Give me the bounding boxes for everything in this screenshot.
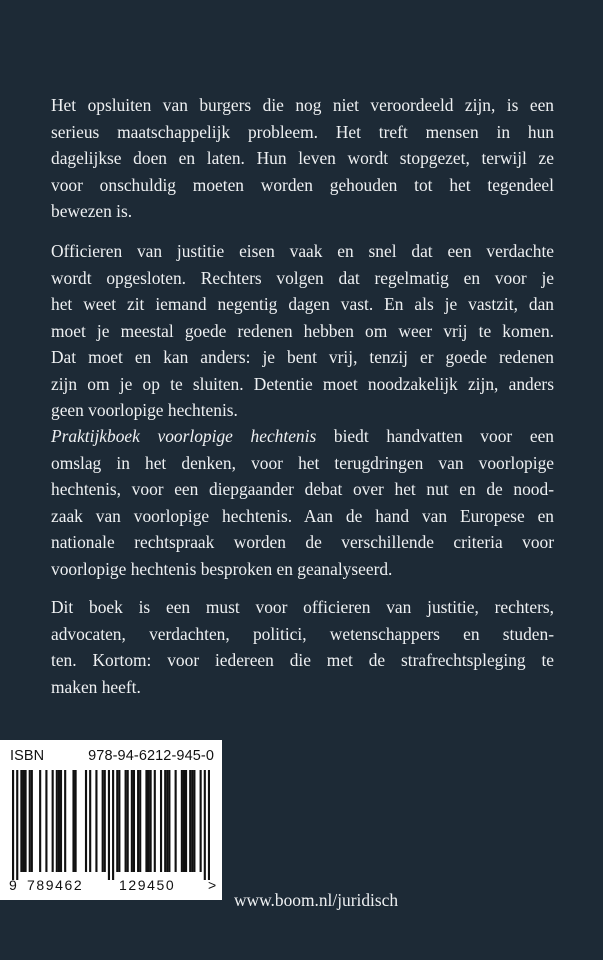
barcode-bar	[56, 770, 58, 872]
barcode-bar	[168, 770, 170, 872]
isbn-label: ISBN 978-94-6212-945-0	[10, 748, 214, 764]
barcode-bar	[154, 770, 156, 872]
barcode-bar	[147, 770, 149, 872]
barcode-bar	[85, 770, 87, 872]
barcode-bar	[108, 770, 110, 880]
ean-first-digit: 9	[9, 877, 17, 893]
text-line: hechtenis, voor een diepgaander debat over het nut en de nood-	[51, 479, 554, 499]
barcode-bar	[166, 770, 168, 872]
blurb-paragraph-1	[51, 92, 554, 225]
barcode-bar	[118, 770, 120, 872]
text-line: het weet zit iemand negentig dagen vast. En als je vastzit, dan	[51, 294, 554, 314]
barcode-bar	[204, 770, 206, 880]
barcode-bar	[175, 770, 177, 872]
text-line: Officieren van justitie eisen vaak en snel dat een verdachte	[51, 241, 554, 261]
text-line: omslag in het denken, voor het terugdringen van voorlopige	[51, 452, 554, 473]
barcode-bar	[133, 770, 135, 872]
blurb-paragraph-4	[51, 594, 554, 700]
text-line: wordt opgesloten. Rechters volgen dat regelmatig en voor je	[51, 267, 554, 288]
barcode-bar	[208, 770, 210, 880]
text-line: Dit boek is een must voor officieren van justitie, rechters,	[51, 597, 554, 617]
text-line: voor onschuldig moeten worden gehouden tot het tegendeel	[51, 174, 554, 195]
text-line: Dat moet en kan anders: je bent vrij, tenzij er goede redenen	[51, 347, 554, 367]
barcode-bar	[75, 770, 77, 872]
barcode-bar	[145, 770, 147, 872]
barcode-bar	[89, 770, 91, 872]
barcode-icon	[12, 770, 210, 880]
barcode-bar	[150, 770, 152, 872]
barcode-bar	[31, 770, 33, 872]
barcode-bar	[64, 770, 66, 872]
barcode-bar	[60, 770, 62, 872]
text-line: ten. Kortom: voor iedereen die met de strafrechtspleging te	[51, 650, 554, 670]
barcode-bar	[183, 770, 185, 872]
barcode-bar	[160, 770, 162, 872]
barcode-bar	[112, 770, 114, 880]
barcode-bar	[39, 770, 41, 872]
text-line: serieus maatschappelijk probleem. Het treft mensen in hun	[51, 121, 554, 142]
ean-left-digits: 789462	[27, 877, 84, 893]
barcode-bar	[164, 770, 166, 872]
barcode-bar	[131, 770, 133, 872]
barcode-bar	[52, 770, 54, 872]
barcode-bar	[95, 770, 97, 872]
barcode-bar	[200, 770, 202, 872]
book-title-italic: Praktijkboek voorlopige hechtenis	[51, 426, 317, 446]
barcode-bar	[137, 770, 139, 872]
barcode-bar	[104, 770, 106, 872]
barcode-bar	[72, 770, 74, 872]
barcode-bar	[181, 770, 183, 872]
text-line: nationale rechtspraak worden de verschillende criteria voor	[51, 532, 554, 552]
text-line	[51, 423, 554, 450]
text-line: voorlopige hechtenis besproken en geanalyseerd.	[51, 558, 393, 579]
text-line: Het opsluiten van burgers die nog niet veroordeeld zijn, is een	[51, 95, 554, 115]
text-line: moet je meestal goede redenen hebben om weer vrij te komen.	[51, 320, 554, 341]
barcode-bar	[16, 770, 18, 880]
barcode-bar	[20, 770, 22, 872]
text-line: zijn om je op te sluiten. Detentie moet noodzakelijk zijn, anders	[51, 373, 554, 394]
barcode-bar	[185, 770, 187, 872]
barcode-bar	[29, 770, 31, 872]
barcode-bar	[193, 770, 195, 872]
text-fragment: biedt handvatten voor een	[316, 426, 554, 446]
blurb-paragraph-3	[51, 423, 554, 582]
barcode-bar	[58, 770, 60, 872]
blurb-paragraph-2	[51, 238, 554, 424]
barcode-bar	[25, 770, 27, 872]
barcode-bar	[116, 770, 118, 872]
text-line: maken heeft.	[51, 676, 141, 697]
barcode-bar	[189, 770, 191, 872]
text-line: bewezen is.	[51, 201, 133, 221]
barcode-bar	[127, 770, 129, 872]
quiet-zone-marker: >	[208, 877, 217, 893]
barcode-bar	[45, 770, 47, 872]
barcode-bar	[191, 770, 193, 872]
text-line: geen voorlopige hechtenis.	[51, 400, 238, 420]
publisher-website: www.boom.nl/juridisch	[234, 890, 399, 910]
barcode-bar	[139, 770, 141, 872]
text-line: dagelijkse doen en laten. Hun leven wordt stopgezet, terwijl ze	[51, 148, 554, 168]
ean-right-digits: 129450	[119, 877, 176, 893]
barcode-panel	[0, 740, 222, 900]
text-line: advocaten, verdachten, politici, wetenschappers en studen-	[51, 623, 554, 644]
barcode-bar	[102, 770, 104, 872]
text-line: zaak van voorlopige hechtenis. Aan de hand van Europese en	[51, 505, 554, 526]
barcode-bar	[22, 770, 24, 872]
barcode-bar	[125, 770, 127, 872]
barcode-bar	[12, 770, 14, 880]
